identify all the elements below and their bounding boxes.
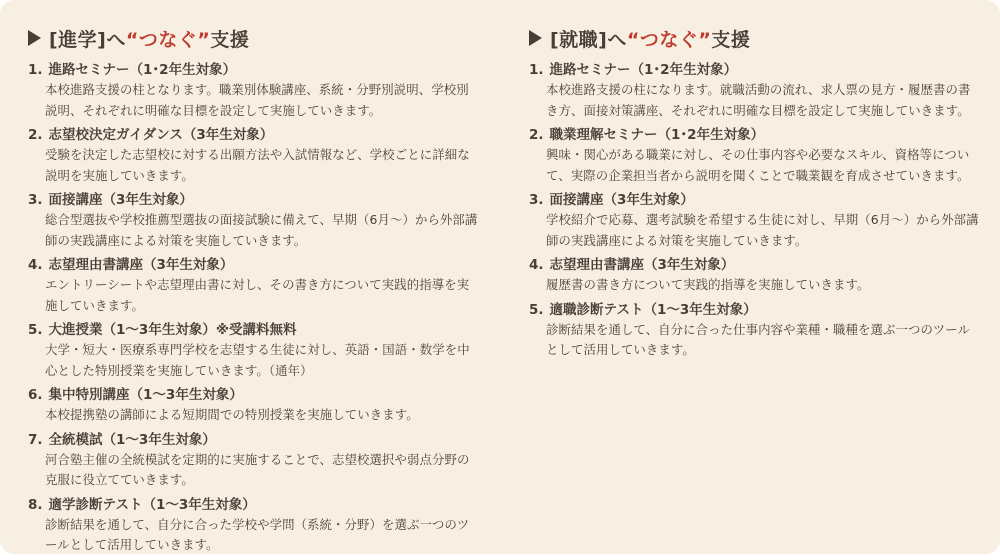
item-description: 履歴書の書き方について実践的指導を実施していきます。: [546, 277, 870, 292]
item-title: 志望理由書講座（3年生対象）: [549, 257, 735, 273]
list-item: [527, 60, 981, 121]
item-number: 7.: [28, 431, 43, 448]
item-title: 面接講座（3年生対象）: [549, 192, 694, 208]
item-title: 適学診断テスト（1〜3年生対象）: [48, 496, 256, 513]
list-item: [26, 385, 478, 426]
item-number: 2.: [529, 127, 544, 143]
item-title: 面接講座（3年生対象）: [48, 192, 193, 208]
item-title: 大進授業（1〜3年生対象）※受講料無料: [48, 322, 297, 338]
item-title: 集中特別講座（1〜3年生対象）: [48, 387, 243, 403]
list-item: [26, 190, 478, 251]
triangle-bullet-icon: [529, 30, 542, 46]
item-title: 志望理由書講座（3年生対象）: [48, 257, 234, 273]
item-description: 本校進路支援の柱となります。職業別体験講座、系統・分野別説明、学校別説明、それぞれに明確な目標を設定して実施していきます。: [45, 82, 469, 118]
item-description: 興味・関心がある職業に対し、その仕事内容や必要なスキル、資格等について、実際の企業担当者から説明を聞くことで職業観を育成させていきます。: [546, 147, 970, 183]
item-title: 職業理解セミナー（1･2年生対象）: [549, 127, 765, 143]
list-item: [527, 300, 981, 361]
university-support-column: [26, 22, 478, 560]
list-item: [26, 60, 478, 121]
item-title: 進路セミナー（1･2年生対象）: [48, 62, 237, 78]
item-description: 学校紹介で応募、選考試験を希望する生徒に対し、早期（6月〜）から外部講師の実践講座による対策を実施していきます。: [546, 212, 979, 248]
item-number: 8.: [28, 496, 43, 513]
item-number: 1.: [529, 62, 544, 78]
heading-prefix: [進学]へ: [49, 28, 126, 51]
list-item: [26, 255, 478, 316]
item-number: 1.: [28, 62, 43, 78]
heading-suffix: 支援: [210, 28, 250, 51]
item-title: 適職診断テスト（1〜3年生対象）: [549, 301, 757, 318]
item-description: 河合塾主催の全統模試を定期的に実施することで、志望校選択や弱点分野の克服に役立てていきます。: [45, 451, 470, 487]
triangle-bullet-icon: [28, 30, 41, 46]
list-item: [26, 430, 478, 491]
item-title: 全統模試（1〜3年生対象）: [48, 431, 216, 448]
item-description: エントリーシートや志望理由書に対し、その書き方について実践的指導を実施していきます。: [45, 277, 470, 313]
item-description: 診断結果を通して、自分に合った学校や学問（系統・分野）を選ぶ一つのツールとして活用していきます。: [45, 516, 470, 552]
employment-support-column: [527, 22, 981, 365]
heading-accent: “つなぐ”: [626, 28, 712, 51]
item-title: 志望校決定ガイダンス（3年生対象）: [48, 127, 274, 143]
item-description: 受験を決定した志望校に対する出願方法や入試情報など、学校ごとに詳細な説明を実施していきます。: [45, 147, 470, 183]
item-number: 2.: [28, 127, 43, 143]
list-item: [527, 125, 981, 186]
item-number: 3.: [529, 192, 544, 208]
heading-suffix: 支援: [711, 28, 751, 51]
item-description: 診断結果を通して、自分に合った仕事内容や業種・職種を選ぶ一つのツールとして活用していきます。: [546, 321, 970, 357]
item-description: 総合型選抜や学校推薦型選抜の面接試験に備えて、早期（6月〜）から外部講師の実践講座による対策を実施していきます。: [45, 212, 478, 248]
item-description: 本校提携塾の講師による短期間での特別授業を実施していきます。: [45, 407, 419, 422]
university-support-heading: [26, 22, 478, 54]
item-description: 本校進路支援の柱になります。就職活動の流れ、求人票の見方・履歴書の書き方、面接対策講座、それぞれに明確な目標を設定して実施していきます。: [546, 82, 971, 118]
employment-support-heading: [527, 22, 981, 54]
item-number: 6.: [28, 387, 43, 403]
list-item: [527, 190, 981, 251]
item-number: 4.: [529, 257, 544, 273]
item-description: 大学・短大・医療系専門学校を志望する生徒に対し、英語・国語・数学を中心とした特別授業を実施していきます。（通年）: [45, 342, 470, 378]
item-number: 5.: [529, 301, 544, 318]
item-number: 5.: [28, 322, 43, 338]
item-title: 進路セミナー（1･2年生対象）: [549, 62, 738, 78]
list-item: [527, 255, 981, 296]
list-item: [26, 320, 478, 381]
heading-accent: “つなぐ”: [125, 28, 211, 51]
list-item: [26, 495, 478, 556]
list-item: [26, 125, 478, 186]
item-number: 3.: [28, 192, 43, 208]
heading-prefix: [就職]へ: [550, 28, 627, 51]
item-number: 4.: [28, 257, 43, 273]
